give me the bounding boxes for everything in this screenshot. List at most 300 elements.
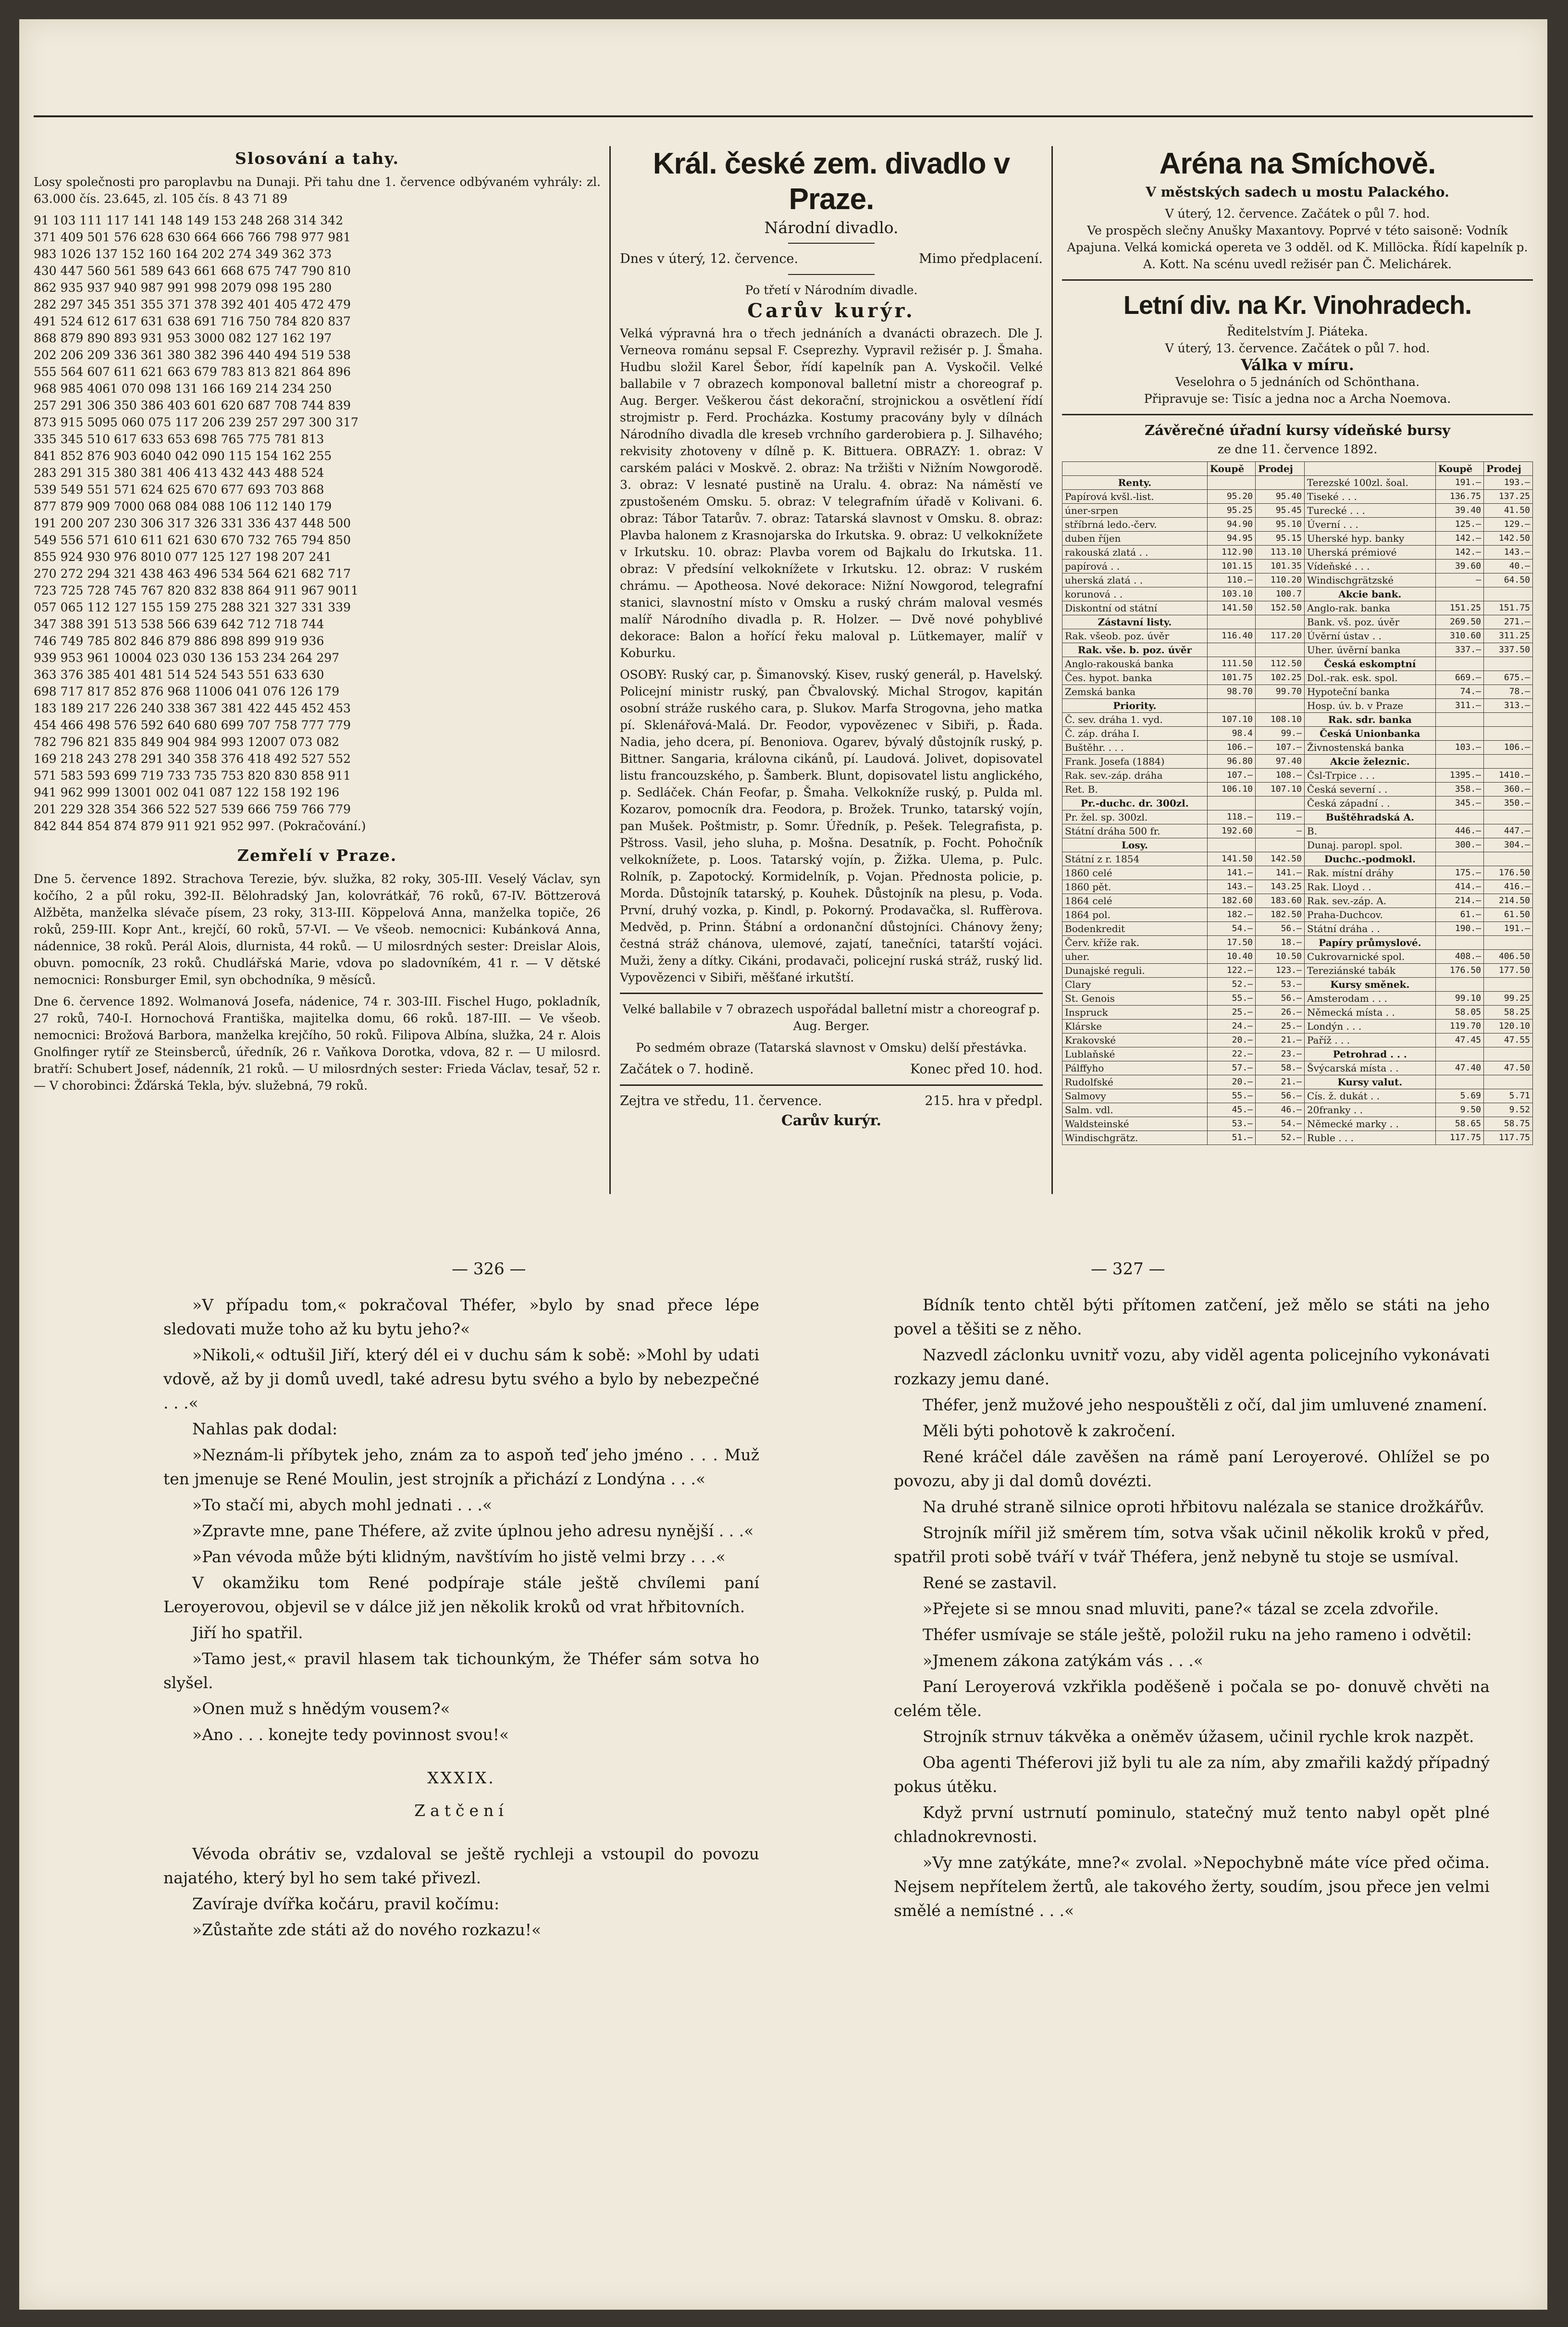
- exchange-item-name: Praha-Duchcov.: [1304, 908, 1435, 922]
- book-paragraph: »Zůstaňte zde státi až do nového rozkazu!«: [192, 1920, 542, 1939]
- exchange-item-name: Hosp. úv. b. v Praze: [1304, 699, 1435, 713]
- exchange-value: 20.—: [1207, 1075, 1255, 1089]
- book-paragraph: »Nikoli,« odtušil Jiří, který dél ei v duchu sám k sobě: »Mohl by udati vdově, až by ji domů uvedl, také adresu bytu svého a bylo by nebezpečné . . .«: [163, 1345, 759, 1412]
- vinohrady-date: V úterý, 13. července. Začátek o půl 7. hod.: [1165, 341, 1430, 355]
- exchange-value: 313.—: [1484, 699, 1533, 713]
- exchange-item-name: Státní dráha 500 fr.: [1062, 824, 1208, 838]
- exchange-value: 414.—: [1435, 880, 1483, 894]
- exchange-value: [1484, 852, 1533, 866]
- arena-date: V úterý, 12. července. Začátek o půl 7. hod.: [1165, 207, 1430, 221]
- exchange-table-body: [1062, 476, 1533, 1145]
- exchange-value: 107.10: [1256, 783, 1305, 796]
- lottery-intro: Losy společnosti pro paroplavbu na Dunaji. Při tahu dne 1. července odbývaném vyhrály: zl. 63.000 čís. 23.645, zl. 105 čís. 8 43 71 89: [34, 175, 601, 206]
- exchange-value: 271.—: [1484, 615, 1533, 629]
- exchange-row: [1062, 1075, 1533, 1089]
- exchange-value: 74.—: [1435, 685, 1483, 699]
- exchange-item-name: Vídeňské . . .: [1304, 560, 1435, 573]
- exchange-row: [1062, 1020, 1533, 1033]
- lottery-line: 841 852 876 903 6040 042 090 115 154 162 255: [34, 449, 332, 463]
- arena-text: Ve prospěch slečny Anušky Maxantovy. Poprvé v této saisoně: Vodník Apajuna. Velká komická opereta ve 3 odděl. od K. Millöcka. Řídí kapelník p. A. Kott. Na scénu uvedl režisér pan Č. Melichárek.: [1067, 224, 1528, 271]
- exchange-item-name: Rak. všeob. poz. úvěr: [1062, 629, 1208, 643]
- exchange-value: 142.50: [1256, 852, 1305, 866]
- lottery-line: 746 749 785 802 846 879 886 898 899 919 936: [34, 634, 324, 648]
- lottery-line: 283 291 315 380 381 406 413 432 443 488 524: [34, 466, 324, 480]
- exchange-value: 675.—: [1484, 671, 1533, 685]
- exchange-item-name: Losy.: [1062, 838, 1208, 852]
- exchange-value: 360.—: [1484, 783, 1533, 796]
- exchange-value: 96.80: [1207, 755, 1255, 769]
- exchange-value: 110.20: [1256, 573, 1305, 587]
- exchange-value: 25.—: [1256, 1020, 1305, 1033]
- exchange-row: [1062, 1089, 1533, 1103]
- exchange-value: 5.69: [1435, 1089, 1483, 1103]
- exchange-value: 125.—: [1435, 518, 1483, 532]
- exchange-row: [1062, 908, 1533, 922]
- theatre-title: Král. české zem. divadlo v Praze.: [653, 147, 1010, 216]
- lottery-line: 191 200 207 230 306 317 326 331 336 437 448 500: [34, 516, 351, 530]
- exchange-value: 39.60: [1435, 560, 1483, 573]
- exchange-value: —: [1256, 824, 1305, 838]
- book-paragraph: Nazvedl záclonku uvnitř vozu, aby viděl agenta policejního vykonávati rozkazy jemu dané.: [894, 1345, 1490, 1388]
- lottery-line: 057 065 112 127 155 159 275 288 321 327 331 339: [34, 600, 351, 614]
- exchange-value: 191.—: [1435, 476, 1483, 490]
- exchange-item-name: Úverní . . .: [1304, 518, 1435, 532]
- lottery-line: 363 376 385 401 481 514 524 543 551 633 630: [34, 668, 324, 682]
- exchange-item-name: Ruble . . .: [1304, 1131, 1435, 1145]
- exchange-value: 143.—: [1484, 546, 1533, 560]
- intermission-note: Po sedmém obraze (Tatarská slavnost v Omsku) delší přestávka.: [636, 1041, 1027, 1055]
- exchange-item-name: Paříž . . .: [1304, 1033, 1435, 1047]
- exchange-value: 41.50: [1484, 504, 1533, 518]
- vinohrady-subtitle: Ředitelstvím J. Piáteka.: [1227, 324, 1368, 338]
- exchange-item-name: Kursy směnek.: [1304, 978, 1435, 992]
- lottery-line: 257 291 306 350 386 403 601 620 687 708 744 839: [34, 398, 351, 412]
- lottery-numbers: [34, 212, 601, 834]
- exchange-value: 106.10: [1207, 783, 1255, 796]
- exchange-value: 108.10: [1256, 713, 1305, 727]
- exchange-value: 39.40: [1435, 504, 1483, 518]
- exchange-row: [1062, 950, 1533, 964]
- exchange-item-name: Česká severní . .: [1304, 783, 1435, 796]
- lottery-line: 555 564 607 611 621 663 679 783 813 821 864 896: [34, 365, 351, 379]
- exchange-value: 10.50: [1256, 950, 1305, 964]
- exchange-value: 183.60: [1256, 894, 1305, 908]
- exchange-value: [1207, 615, 1255, 629]
- exchange-value: 46.—: [1256, 1103, 1305, 1117]
- exchange-row: [1062, 1033, 1533, 1047]
- exchange-item-name: Terezské 100zl. šoal.: [1304, 476, 1435, 490]
- exchange-value: 99.70: [1256, 685, 1305, 699]
- lottery-line: 201 229 328 354 366 522 527 539 666 759 766 779: [34, 802, 351, 816]
- book-paragraph: René se zastavil.: [923, 1573, 1057, 1592]
- exchange-item-name: Kursy valut.: [1304, 1075, 1435, 1089]
- divider: [620, 993, 1043, 994]
- exchange-row: [1062, 922, 1533, 936]
- exchange-row: [1062, 964, 1533, 978]
- exchange-value: 300.—: [1435, 838, 1483, 852]
- exchange-value: [1256, 796, 1305, 810]
- exchange-value: [1435, 1075, 1483, 1089]
- tomorrow-play: Carův kurýr.: [781, 1112, 882, 1129]
- book-paragraph: Když první ustrnutí pominulo, statečný muž tento nabyl opět plné chladnokrevnosti.: [894, 1803, 1490, 1846]
- book-paragraph: Měli býti pohotově k zakročení.: [923, 1421, 1176, 1440]
- exchange-item-name: Čsl-Trpice . . .: [1304, 769, 1435, 783]
- exchange-value: 103.—: [1435, 741, 1483, 755]
- exchange-value: 151.25: [1435, 601, 1483, 615]
- exchange-value: 142.—: [1435, 532, 1483, 546]
- exchange-value: 152.50: [1256, 601, 1305, 615]
- exchange-row: [1062, 783, 1533, 796]
- exchange-value: 107.—: [1256, 741, 1305, 755]
- exchange-value: 95.15: [1256, 532, 1305, 546]
- exchange-item-name: Petrohrad . . .: [1304, 1047, 1435, 1061]
- deaths-heading: Zemřelí v Praze.: [237, 846, 397, 865]
- lottery-line: 868 879 890 893 931 953 3000 082 127 162 197: [34, 331, 332, 345]
- exchange-item-name: Zemská banka: [1062, 685, 1208, 699]
- exchange-value: 45.—: [1207, 1103, 1255, 1117]
- book-paragraph: Na druhé straně silnice oproti hřbitovu nalézala se stanice drožkářův.: [923, 1497, 1484, 1516]
- exchange-item-name: 1860 celé: [1062, 866, 1208, 880]
- exchange-value: [1435, 713, 1483, 727]
- exchange-row: [1062, 629, 1533, 643]
- exchange-item-name: Rak. sev.-záp. A.: [1304, 894, 1435, 908]
- exchange-value: 61.50: [1484, 908, 1533, 922]
- exchange-row: [1062, 573, 1533, 587]
- exchange-item-name: Akcie železnic.: [1304, 755, 1435, 769]
- exchange-value: 95.20: [1207, 490, 1255, 504]
- exchange-row: [1062, 504, 1533, 518]
- exchange-value: 143.25: [1256, 880, 1305, 894]
- exchange-value: 58.25: [1484, 1006, 1533, 1020]
- tomorrow-number: 215. hra v předpl.: [925, 1094, 1043, 1108]
- exchange-value: 141.—: [1256, 866, 1305, 880]
- exchange-item-name: Dunajské reguli.: [1062, 964, 1208, 978]
- exchange-value: 142.50: [1484, 532, 1533, 546]
- exchange-item-name: Akcie bank.: [1304, 587, 1435, 601]
- exchange-item-name: Buštěhradská A.: [1304, 810, 1435, 824]
- book-paragraph: Zavíraje dvířka kočáru, pravil kočímu:: [192, 1894, 500, 1913]
- exchange-heading: Závěrečné úřadní kursy vídeňské bursy: [1144, 422, 1451, 438]
- exchange-row: [1062, 713, 1533, 727]
- lottery-line: 571 583 593 699 719 733 735 753 820 830 858 911: [34, 769, 351, 783]
- book-paragraph: René kráčel dále zavěšen na rámě paní Leroyerové. Ohlížel se po povozu, aby ji dal domů dovézti.: [894, 1447, 1490, 1490]
- exchange-value: 26.—: [1256, 1006, 1305, 1020]
- lottery-line: 873 915 5095 060 075 117 206 239 257 297 300 317: [34, 415, 358, 429]
- page-number-right: — 327 —: [1091, 1259, 1165, 1279]
- exchange-row: [1062, 1117, 1533, 1131]
- exchange-value: 122.—: [1207, 964, 1255, 978]
- exchange-row: [1062, 615, 1533, 629]
- exchange-value: [1435, 657, 1483, 671]
- third-time-note: Po třetí v Národním divadle.: [745, 283, 918, 297]
- exchange-value: 117.75: [1435, 1131, 1483, 1145]
- exchange-item-name: úner-srpen: [1062, 504, 1208, 518]
- exchange-value: 57.—: [1207, 1061, 1255, 1075]
- lottery-line: 968 985 4061 070 098 131 166 169 214 234 250: [34, 382, 332, 396]
- exchange-item-name: Cís. ž. dukát . .: [1304, 1089, 1435, 1103]
- exchange-row: [1062, 727, 1533, 741]
- exchange-item-name: Amsterodam . . .: [1304, 992, 1435, 1006]
- divider: [620, 1084, 1043, 1086]
- lottery-line: 855 924 930 976 8010 077 125 127 198 207 241: [34, 550, 332, 564]
- exchange-item-name: Krakovské: [1062, 1033, 1208, 1047]
- exchange-item-name: Dol.-rak. esk. spol.: [1304, 671, 1435, 685]
- lottery-line: 347 388 391 513 538 566 639 642 712 718 744: [34, 617, 324, 631]
- exchange-item-name: stříbrná ledo.-červ.: [1062, 518, 1208, 532]
- exchange-value: 47.55: [1484, 1033, 1533, 1047]
- lottery-line: 539 549 551 571 624 625 670 677 693 703 868: [34, 483, 324, 497]
- lottery-line: 939 953 961 10004 023 030 136 153 234 264 297: [34, 651, 340, 665]
- exchange-item-name: korunová . .: [1062, 587, 1208, 601]
- exchange-row: [1062, 755, 1533, 769]
- lottery-line: 202 206 209 336 361 380 382 396 440 494 519 538: [34, 348, 351, 362]
- divider: [788, 274, 875, 275]
- exchange-value: 58.05: [1435, 1006, 1483, 1020]
- exchange-row: [1062, 657, 1533, 671]
- exchange-item-name: Tiseké . . .: [1304, 490, 1435, 504]
- exchange-value: [1435, 936, 1483, 950]
- exchange-value: 137.25: [1484, 490, 1533, 504]
- exchange-value: 214.50: [1484, 894, 1533, 908]
- lottery-line: 549 556 571 610 611 621 630 670 732 765 794 850: [34, 533, 351, 547]
- lottery-line: 698 717 817 852 876 968 11006 041 076 126 179: [34, 684, 340, 698]
- exchange-value: 47.50: [1484, 1061, 1533, 1075]
- exchange-row: [1062, 838, 1533, 852]
- exchange-value: 97.40: [1256, 755, 1305, 769]
- vinohrady-title: Letní div. na Kr. Vinohradech.: [1123, 291, 1472, 320]
- exchange-row: [1062, 490, 1533, 504]
- exchange-value: 123.—: [1256, 964, 1305, 978]
- exchange-item-name: Česká Unionbanka: [1304, 727, 1435, 741]
- exchange-item-name: Pr.-duchc. dr. 300zl.: [1062, 796, 1208, 810]
- exchange-value: 51.—: [1207, 1131, 1255, 1145]
- exchange-value: 5.71: [1484, 1089, 1533, 1103]
- exchange-value: 56.—: [1256, 992, 1305, 1006]
- exchange-item-name: 20franky . .: [1304, 1103, 1435, 1117]
- exchange-value: 95.40: [1256, 490, 1305, 504]
- arena-subtitle: V městských sadech u mostu Palackého.: [1146, 184, 1449, 200]
- column-lottery-deaths: [34, 146, 610, 1213]
- lottery-line: 430 447 560 561 589 643 661 668 675 747 790 810: [34, 264, 351, 278]
- exchange-value: [1435, 727, 1483, 741]
- exchange-row: [1062, 796, 1533, 810]
- lottery-line: 941 962 999 13001 002 041 087 122 158 192 196: [34, 785, 340, 799]
- exchange-value: [1256, 699, 1305, 713]
- book-page-left: [163, 1293, 759, 1944]
- divider: [788, 243, 875, 244]
- exchange-table: [1062, 461, 1533, 1145]
- exchange-value: 53.—: [1256, 978, 1305, 992]
- exchange-value: 18.—: [1256, 936, 1305, 950]
- exchange-row: [1062, 1131, 1533, 1145]
- exchange-value: [1484, 1075, 1533, 1089]
- lottery-heading: Slosování a tahy.: [235, 149, 399, 168]
- exchange-column-header: Koupě: [1207, 462, 1255, 476]
- book-paragraph: Bídník tento chtěl býti přítomen zatčení, jež mělo se státi na jeho povel a těšiti se z něho.: [894, 1295, 1490, 1338]
- exchange-item-name: Uher. úvěrní banka: [1304, 643, 1435, 657]
- exchange-value: 113.10: [1256, 546, 1305, 560]
- exchange-column-header: [1304, 462, 1435, 476]
- newspaper-sheet: [19, 19, 1547, 2310]
- exchange-item-name: Windischgrätz.: [1062, 1131, 1208, 1145]
- exchange-value: 20.—: [1207, 1033, 1255, 1047]
- exchange-value: 111.50: [1207, 657, 1255, 671]
- exchange-row: [1062, 852, 1533, 866]
- exchange-value: 446.—: [1435, 824, 1483, 838]
- book-paragraph: »V případu tom,« pokračoval Théfer, »bylo by snad přece lépe sledovati muže toho až ku bytu jeho?«: [163, 1295, 759, 1338]
- book-paragraph: »Jmenem zákona zatýkám vás . . .«: [923, 1651, 1203, 1670]
- play-cast: OSOBY: Ruský car, p. Šimanovský. Kisev, ruský generál, p. Havelský. Policejní ministr ruský, pan Čbvalovský. Michal Strogov, kapitán osobní stráže ruského cara, p. Slukov. Marfa Strogovna, jeho matka pí. Sklenářová-Malá. Dr. Feodor, vypovězenec v Sibiři, p. Řada. Nadia, jeho dcera, pí. Benoniova. Ogarev, bývalý důstojník ruský, p. Bittner. Sangaria, královna cikánů, pí. Laudová. Jolivet, dopisovatel listu francouzského, p. Šamberk. Blunt, dopisovatel listu anglického, p. Sedláček. Chán Feofar, p. Šmaha. Velkokníže ruský, p. Pulda ml. Kozarov, pomocník dra. Feodora, p. Brožek. Trunko, tatarský vojín, pan Mušek. Poštmistr, p. Somr. Úředník, p. Pešek. Telegrafista, p. Pštross. Vasil, jeho sluha, p. Mošna. Desatník, p. Focht. Pohočník velkoknížete, p. Loos. Tatarský vojín, p. Žižka. Ulema, p. Pulc. Rolník, p. Zapotocký. Kormidelník, p. Vojan. Přednosta policie, p. Morda. Důstojník tatarský, p. Kouhek. Důstojník na plesu, p. Voda. První, druhý vozka, p. Kindl, p. Pokorný. Prodavačka, sl. Ruffèrova. Medvěd, p. Prinn. Štábní a ordonanční důstojníci. Chánovy ženy; čestná stráž chánova, ulemové, zajatí, tanečníci, tatarští vojáci. Muži, ženy a dítky. Cikáni, prodavači, policejní ruská stráž, ruský lid. Vypovězenci v Sibiři, měšťané irkutští.: [620, 668, 1043, 984]
- exchange-value: 99.25: [1484, 992, 1533, 1006]
- exchange-item-name: Německá místa . .: [1304, 1006, 1435, 1020]
- exchange-value: 269.50: [1435, 615, 1483, 629]
- exchange-value: 78.—: [1484, 685, 1533, 699]
- exchange-value: 58.75: [1484, 1117, 1533, 1131]
- exchange-value: 47.40: [1435, 1061, 1483, 1075]
- exchange-value: 95.25: [1207, 504, 1255, 518]
- exchange-row: [1062, 894, 1533, 908]
- chapter-title: Zatčení: [414, 1801, 508, 1820]
- exchange-item-name: Salm. vdl.: [1062, 1103, 1208, 1117]
- exchange-item-name: Frank. Josefa (1884): [1062, 755, 1208, 769]
- book-paragraph: »Tamo jest,« pravil hlasem tak tichounkým, že Théfer sám sotva ho slyšel.: [163, 1649, 759, 1692]
- play-title: Carův kurýr.: [747, 299, 915, 322]
- book-paragraph: Jiří ho spatřil.: [192, 1623, 303, 1642]
- exchange-value: 9.52: [1484, 1103, 1533, 1117]
- program-date: Dnes v úterý, 12. července.: [620, 251, 799, 266]
- exchange-value: 58.—: [1256, 1061, 1305, 1075]
- exchange-value: [1435, 978, 1483, 992]
- book-paragraph: »Přejete si se mnou snad mluviti, pane?« tázal se zcela zdvořile.: [923, 1599, 1439, 1618]
- exchange-value: 408.—: [1435, 950, 1483, 964]
- exchange-value: 1395.—: [1435, 769, 1483, 783]
- exchange-value: 141.—: [1207, 866, 1255, 880]
- exchange-value: 191.—: [1484, 922, 1533, 936]
- exchange-value: 61.—: [1435, 908, 1483, 922]
- exchange-item-name: Ret. B.: [1062, 783, 1208, 796]
- exchange-row: [1062, 1103, 1533, 1117]
- exchange-value: 23.—: [1256, 1047, 1305, 1061]
- exchange-item-name: Čes. hypot. banka: [1062, 671, 1208, 685]
- lottery-line: 183 189 217 226 240 338 367 381 422 445 452 453: [34, 701, 351, 715]
- exchange-value: 53.—: [1207, 1117, 1255, 1131]
- exchange-item-name: Č. sev. dráha 1. vyd.: [1062, 713, 1208, 727]
- exchange-value: [1435, 1047, 1483, 1061]
- exchange-value: [1435, 755, 1483, 769]
- exchange-row: [1062, 643, 1533, 657]
- exchange-column-header: [1062, 462, 1208, 476]
- exchange-value: 56.—: [1256, 1089, 1305, 1103]
- exchange-value: [1207, 796, 1255, 810]
- exchange-item-name: Rak. sev.-záp. dráha: [1062, 769, 1208, 783]
- exchange-row: [1062, 810, 1533, 824]
- exchange-item-name: Klárske: [1062, 1020, 1208, 1033]
- book-paragraph: Strojník strnuv tákvěka a oněměv úžasem, učinil rychle krok nazpět.: [923, 1727, 1474, 1746]
- exchange-value: 95.10: [1256, 518, 1305, 532]
- exchange-item-name: Turecké . . .: [1304, 504, 1435, 518]
- exchange-item-name: Státní z r. 1854: [1062, 852, 1208, 866]
- exchange-value: [1256, 643, 1305, 657]
- exchange-value: 119.—: [1256, 810, 1305, 824]
- exchange-row: [1062, 1047, 1533, 1061]
- exchange-value: 108.—: [1256, 769, 1305, 783]
- exchange-value: 1410.—: [1484, 769, 1533, 783]
- book-paragraph: Théfer usmívaje se stále ještě, položil ruku na jeho rameno i odvětil:: [923, 1625, 1472, 1644]
- lottery-line: 842 844 854 874 879 911 921 952 997. (Pokračování.): [34, 819, 366, 833]
- exchange-item-name: Tereziánské tabák: [1304, 964, 1435, 978]
- exchange-value: 190.—: [1435, 922, 1483, 936]
- lottery-line: 91 103 111 117 141 148 149 153 248 268 314 342: [34, 213, 344, 227]
- exchange-item-name: Červ. kříže rak.: [1062, 936, 1208, 950]
- exchange-item-name: Londýn . . .: [1304, 1020, 1435, 1033]
- start-time: Začátek o 7. hodině.: [620, 1062, 754, 1077]
- exchange-item-name: Lublaňské: [1062, 1047, 1208, 1061]
- exchange-item-name: Papírová kvšl.-list.: [1062, 490, 1208, 504]
- exchange-value: 58.65: [1435, 1117, 1483, 1131]
- exchange-column-header: Prodej: [1484, 462, 1533, 476]
- exchange-item-name: Česká západní . .: [1304, 796, 1435, 810]
- exchange-value: 21.—: [1256, 1033, 1305, 1047]
- right-page-paragraphs: [894, 1293, 1490, 1923]
- column-divider: [1051, 146, 1053, 1194]
- exchange-value: 214.—: [1435, 894, 1483, 908]
- exchange-row: [1062, 699, 1533, 713]
- exchange-item-name: Salmovy: [1062, 1089, 1208, 1103]
- exchange-value: 101.75: [1207, 671, 1255, 685]
- exchange-value: 54.—: [1256, 1117, 1305, 1131]
- exchange-date: ze dne 11. července 1892.: [1217, 442, 1378, 456]
- exchange-value: 56.—: [1256, 922, 1305, 936]
- vinohrady-preparing: Připravuje se: Tisíc a jedna noc a Archa Noemova.: [1144, 392, 1451, 406]
- divider: [1062, 414, 1533, 415]
- divider: [1062, 279, 1533, 281]
- exchange-item-name: rakouská zlatá . .: [1062, 546, 1208, 560]
- exchange-value: 136.75: [1435, 490, 1483, 504]
- end-time: Konec před 10. hod.: [910, 1062, 1043, 1077]
- exchange-value: 64.50: [1484, 573, 1533, 587]
- exchange-row: [1062, 546, 1533, 560]
- exchange-row: [1062, 518, 1533, 532]
- exchange-value: [1484, 713, 1533, 727]
- exchange-value: 94.90: [1207, 518, 1255, 532]
- exchange-value: [1435, 587, 1483, 601]
- theatre-subtitle: Národní divadlo.: [764, 218, 899, 237]
- exchange-value: 98.4: [1207, 727, 1255, 741]
- exchange-item-name: Hypoteční banka: [1304, 685, 1435, 699]
- column-divider: [609, 146, 611, 1194]
- exchange-value: —: [1435, 573, 1483, 587]
- exchange-value: 103.10: [1207, 587, 1255, 601]
- exchange-value: 101.35: [1256, 560, 1305, 573]
- left-page-paragraphs-after-chapter: [163, 1842, 759, 1942]
- exchange-item-name: Cukrovarnické spol.: [1304, 950, 1435, 964]
- exchange-row: [1062, 685, 1533, 699]
- exchange-row: [1062, 978, 1533, 992]
- exchange-value: 112.90: [1207, 546, 1255, 560]
- exchange-item-name: Pr. žel. sp. 300zl.: [1062, 810, 1208, 824]
- ballabile-note: Velké ballabile v 7 obrazech uspořádal balletní mistr a choreograf p. Aug. Berger.: [622, 1002, 1040, 1033]
- vinohrady-play: Válka v míru.: [1241, 356, 1354, 374]
- exchange-value: 40.—: [1484, 560, 1533, 573]
- exchange-value: [1435, 852, 1483, 866]
- exchange-item-name: Rak. Lloyd . .: [1304, 880, 1435, 894]
- column-arena-exchange: [1062, 146, 1533, 1213]
- exchange-value: [1256, 615, 1305, 629]
- exchange-value: [1256, 838, 1305, 852]
- exchange-value: 141.50: [1207, 601, 1255, 615]
- exchange-item-name: Bank. vš. poz. úvěr: [1304, 615, 1435, 629]
- exchange-value: 129.—: [1484, 518, 1533, 532]
